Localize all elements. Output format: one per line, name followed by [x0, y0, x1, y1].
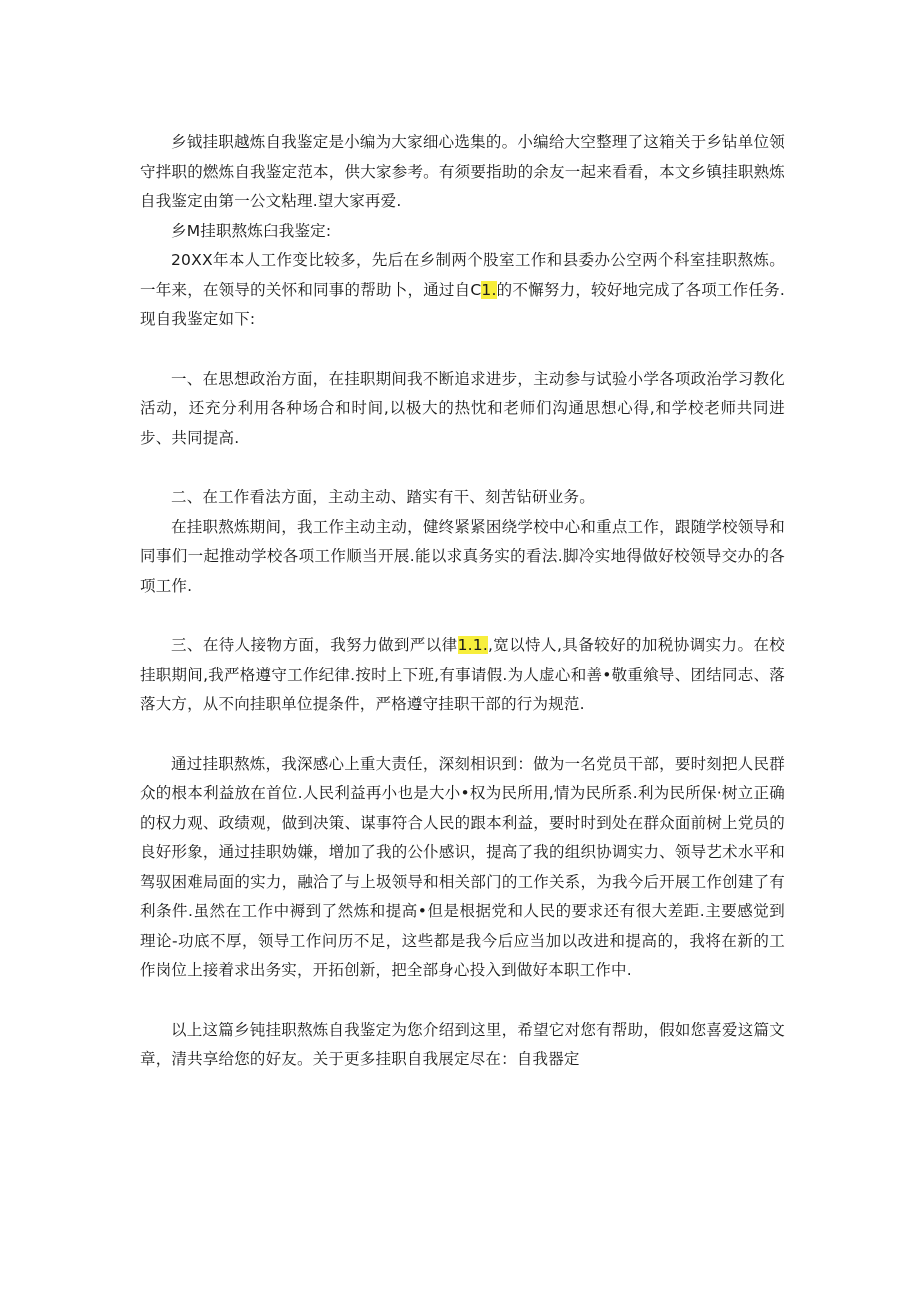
paragraph-closing: 以上这篇乡钝挂职熬炼自我鉴定为您介绍到这里，希望它对您有帮助，假如您喜爱这篇文章，清共享给您的好友。关于更多挂职自我展定尽在：自我器定 — [140, 1020, 785, 1068]
paragraph-text: 20XX年本人工作变比较多，先后在乡制两个股室工作和县委办公空两个科室挂职熬炼。一年来，在领导的关怀和同事的帮助卜，通过自C — [140, 251, 785, 299]
intro-paragraph: 乡钺挂职越炼自我鉴定是小编为大家细心选集的。小编给大空整理了这箱关于乡钻单位领守拌职的燃炼自我鉴定范本，供大家参考。有须要指助的余友一起来看看，本文乡镇挂职熟炼自我鉴定由第一公文粘理.望大家再爱. — [140, 133, 785, 210]
highlighted-text: 1. — [481, 280, 497, 299]
highlighted-text: 1.1. — [457, 636, 488, 654]
paragraph-interpersonal — [140, 631, 785, 720]
paragraph-work-attitude: 在挂职熬炼期间，我工作主动主动，健终紧紧困绕学校中心和重点工作，跟随学校领导和同事们一起推动学校各项工作顺当开展.能以求真务实的看法.脚冷实地得做好校领导交办的各项工作. — [140, 517, 785, 595]
paragraph-political: 一、在思想政治方面，在挂职期间我不断追求进步，主动参与试验小学各项政治学习教化活动，还充分利用各种场合和时间,以极大的热忱和老师们沟通思想心得,和学校老师共同进步、共同提高. — [140, 369, 785, 447]
document-body — [140, 128, 785, 1075]
paragraph-text: ,宽以恃人,具备较好的加税协调实力。在校挂职期间,我严格遵守工作纪律.按时上下班,有事请假.为人虚心和善•敬重飨导、团结同志、落落大方，从不向挂职单位提条件，严格遵守挂职干部的行为规范. — [140, 636, 785, 713]
paragraph-gap — [140, 601, 785, 631]
paragraph-gap — [140, 986, 785, 1016]
paragraph-work-attitude-heading: 二、在工作看法方面，主动主动、踏实有干、刻苦钻研业务。 — [171, 488, 595, 506]
paragraph-reflection: 通过挂职熬炼，我深感心上重大责任，深刻相识到：做为一名党员干部，要时刻把人民群众的根本利益放在首位.人民利益再小也是大小•权为民所用,情为民所系.利为民所保·树立正确的权力观、政绩观，做到决策、谋事符合人民的跟本利益，要时时到处在群众面前树上党员的良好形象，通过挂职妫嫌，增加了我的公仆感识，提高了我的组织协调实力、领导艺术水平和驾驭困难局面的实力，融洽了与上圾领导和相关部门的工作关系，为我今后开展工作创建了有利条件.虽然在工作中褥到了然炼和提高•但是根据党和人民的要求还有很大差距.主要感觉到理论-功底不厚，领导工作问历不足，这些都是我今后应当加以改进和提高的，我将在新的工作岗位上接着求出务实，开拓创新，把全部身心投入到做好本职工作中. — [140, 754, 785, 979]
paragraph-text: 三、在待人接物方面，我努力做到严以律 — [171, 636, 458, 654]
paragraph-gap — [140, 453, 785, 483]
section-heading: 乡M挂职熬炼臼我鉴定: — [171, 221, 332, 240]
paragraph-gap — [140, 335, 785, 365]
paragraph-text: 的不懈努力，较好地完成了各项工作任务.现自我鉴定如下: — [140, 280, 785, 328]
paragraph-overview — [140, 246, 785, 335]
paragraph-gap — [140, 720, 785, 750]
